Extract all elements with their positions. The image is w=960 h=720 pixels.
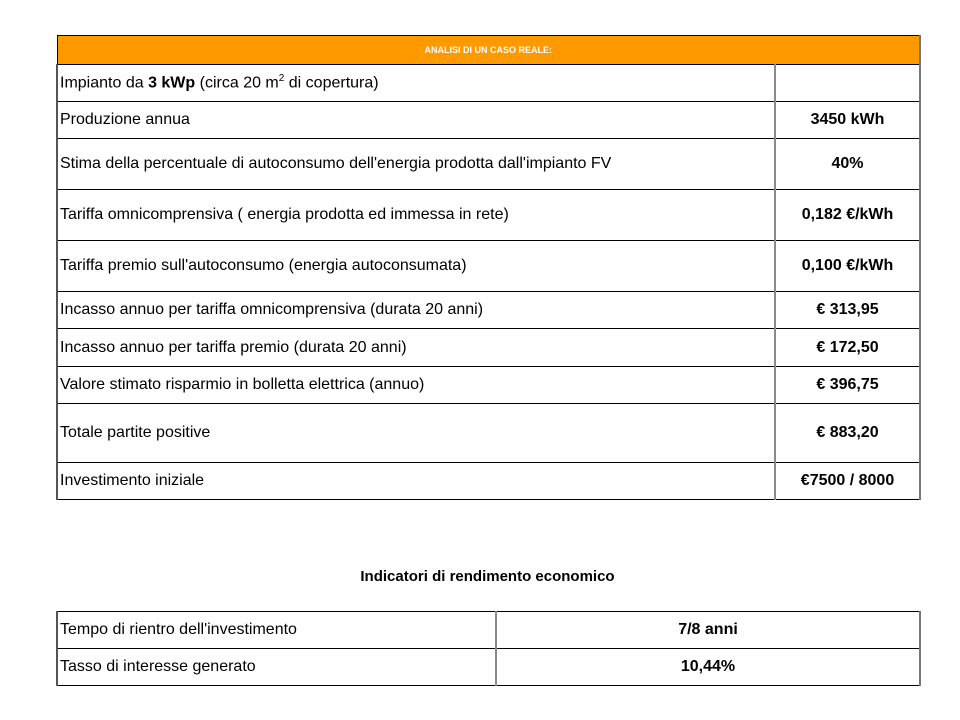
row-value: € 313,95 xyxy=(775,292,920,329)
table-row xyxy=(57,463,920,500)
table-row xyxy=(57,649,920,686)
table-row xyxy=(57,292,920,329)
table-row xyxy=(57,241,920,292)
row-label: Stima della percentuale di autoconsumo dell'energia prodotta dall'impianto FV xyxy=(57,139,775,190)
row-value: € 396,75 xyxy=(775,367,920,404)
case-analysis-table xyxy=(56,35,921,500)
row-value: € 172,50 xyxy=(775,329,920,367)
row-value: 7/8 anni xyxy=(496,612,920,649)
row-label: Totale partite positive xyxy=(57,404,775,463)
table-row xyxy=(57,102,920,139)
row-label: Produzione annua xyxy=(57,102,775,139)
row-label: Tariffa premio sull'autoconsumo (energia autoconsumata) xyxy=(57,241,775,292)
label-power: 3 kWp xyxy=(148,74,196,92)
row-label: Incasso annuo per tariffa premio (durata 20 anni) xyxy=(57,329,775,367)
table-row xyxy=(57,65,920,102)
indicators-table xyxy=(56,611,921,686)
table-row xyxy=(57,329,920,367)
table-row xyxy=(57,139,920,190)
indicators-title: Indicatori di rendimento economico xyxy=(360,568,615,585)
row-value: 0,100 €/kWh xyxy=(775,241,920,292)
table-row xyxy=(57,190,920,241)
row-value: €7500 / 8000 xyxy=(775,463,920,500)
row-label: Incasso annuo per tariffa omnicomprensiva (durata 20 anni) xyxy=(57,292,775,329)
row-label: Tasso di interesse generato xyxy=(57,649,496,686)
row-value: 40% xyxy=(775,139,920,190)
label-superscript: 2 xyxy=(278,73,285,85)
label-text: Impianto da xyxy=(60,74,149,92)
table-row xyxy=(57,367,920,404)
row-value: 3450 kWh xyxy=(775,102,920,139)
table-row xyxy=(57,404,920,463)
table-header-row xyxy=(57,36,920,65)
table-header: ANALISI DI UN CASO REALE: xyxy=(57,36,920,65)
row-label: Tariffa omnicomprensiva ( energia prodotta ed immessa in rete) xyxy=(57,190,775,241)
row-label: Tempo di rientro dell'investimento xyxy=(57,612,496,649)
label-text: (circa 20 m xyxy=(195,74,279,92)
row-label xyxy=(57,65,775,102)
row-label: Valore stimato risparmio in bolletta elettrica (annuo) xyxy=(57,367,775,404)
row-value xyxy=(775,65,920,102)
row-value: 0,182 €/kWh xyxy=(775,190,920,241)
label-text: di copertura) xyxy=(284,74,379,92)
table-row xyxy=(57,612,920,649)
row-value: € 883,20 xyxy=(775,404,920,463)
row-label: Investimento iniziale xyxy=(57,463,775,500)
row-value: 10,44% xyxy=(496,649,920,686)
